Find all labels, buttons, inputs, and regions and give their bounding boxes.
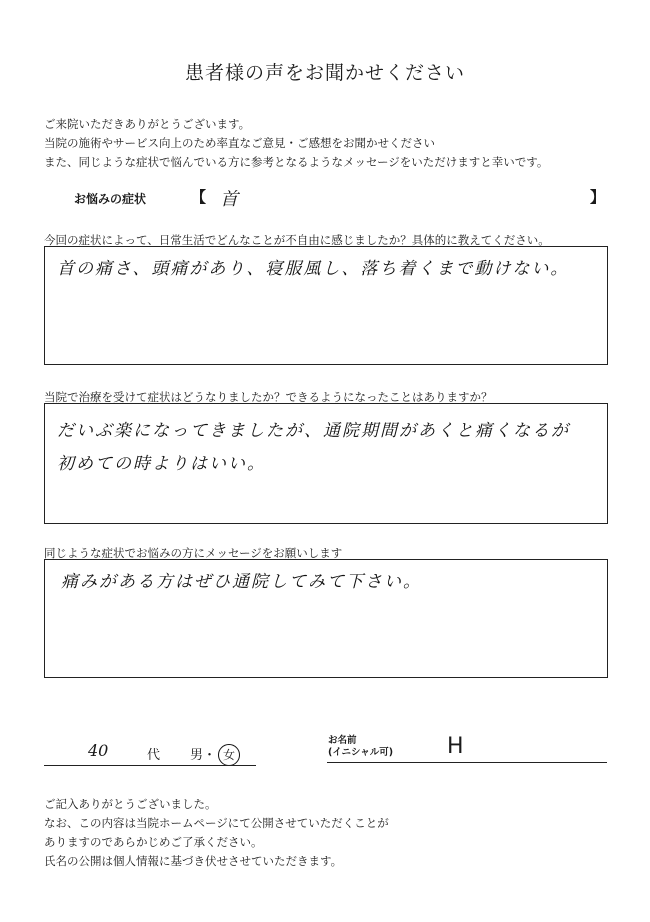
closing-line: ありますのであらかじめご了承ください。 — [44, 835, 263, 849]
question-1-label: 今回の症状によって、日常生活でどんなことが不自由に感じましたか？具体的に教えてください。 — [44, 233, 550, 247]
closing-text — [44, 795, 389, 871]
name-caption-line: (イニシャル可) — [328, 747, 394, 758]
symptom-bracket-close: 】 — [590, 188, 606, 206]
name-value: H — [447, 734, 464, 759]
age-underline — [44, 765, 256, 766]
name-caption — [328, 735, 393, 759]
closing-line: なお、この内容は当院ホームページにて公開させていただくことが — [44, 816, 389, 830]
closing-line: ご記入ありがとうございました。 — [44, 797, 217, 811]
question-3-answer-box — [44, 559, 608, 678]
intro-line: 当院の施術やサービス向上のため率直なご意見・ご感想をお聞かせください — [44, 136, 435, 150]
question-2-answer-line: 初めての時よりはいい。 — [57, 454, 266, 474]
intro-line: ご来院いただきありがとうございます。 — [44, 117, 251, 131]
question-3-answer-line: 痛みがある方はぜひ通院してみて下さい。 — [61, 572, 422, 592]
gender-selection — [190, 744, 240, 766]
intro-text — [44, 115, 548, 172]
question-1-answer-line: 首の痛さ、頭痛があり、寝服風し、落ち着くまで動けない。 — [57, 259, 570, 279]
age-suffix: 代 — [147, 748, 161, 763]
symptom-bracket-open: 【 — [191, 188, 207, 206]
question-1-answer-box — [44, 246, 608, 365]
intro-line: また、同じような症状で悩んでいる方に参考となるようなメッセージをいただけますと幸いです。 — [44, 155, 549, 169]
question-3-label: 同じような症状でお悩みの方にメッセージをお願いします — [44, 546, 343, 560]
name-underline — [327, 762, 607, 763]
question-2-answer-line: だいぶ楽になってきましたが、通院期間があくと痛くなるが — [57, 421, 570, 441]
gender-female-option-circled: 女 — [218, 744, 240, 766]
age-value: 40 — [88, 741, 109, 760]
name-caption-line: お名前 — [328, 735, 357, 746]
question-2-answer-box — [44, 403, 608, 524]
closing-line: 氏名の公開は個人情報に基づき伏せさせていただきます。 — [44, 854, 343, 868]
page-title: 患者様の声をお聞かせください — [184, 62, 465, 84]
symptom-value: 首 — [220, 189, 238, 210]
gender-male-option: 男・ — [190, 748, 217, 763]
symptom-label: お悩みの症状 — [74, 192, 147, 206]
question-2-label: 当院で治療を受けて症状はどうなりましたか？できるようになったことはありますか？ — [44, 390, 493, 404]
